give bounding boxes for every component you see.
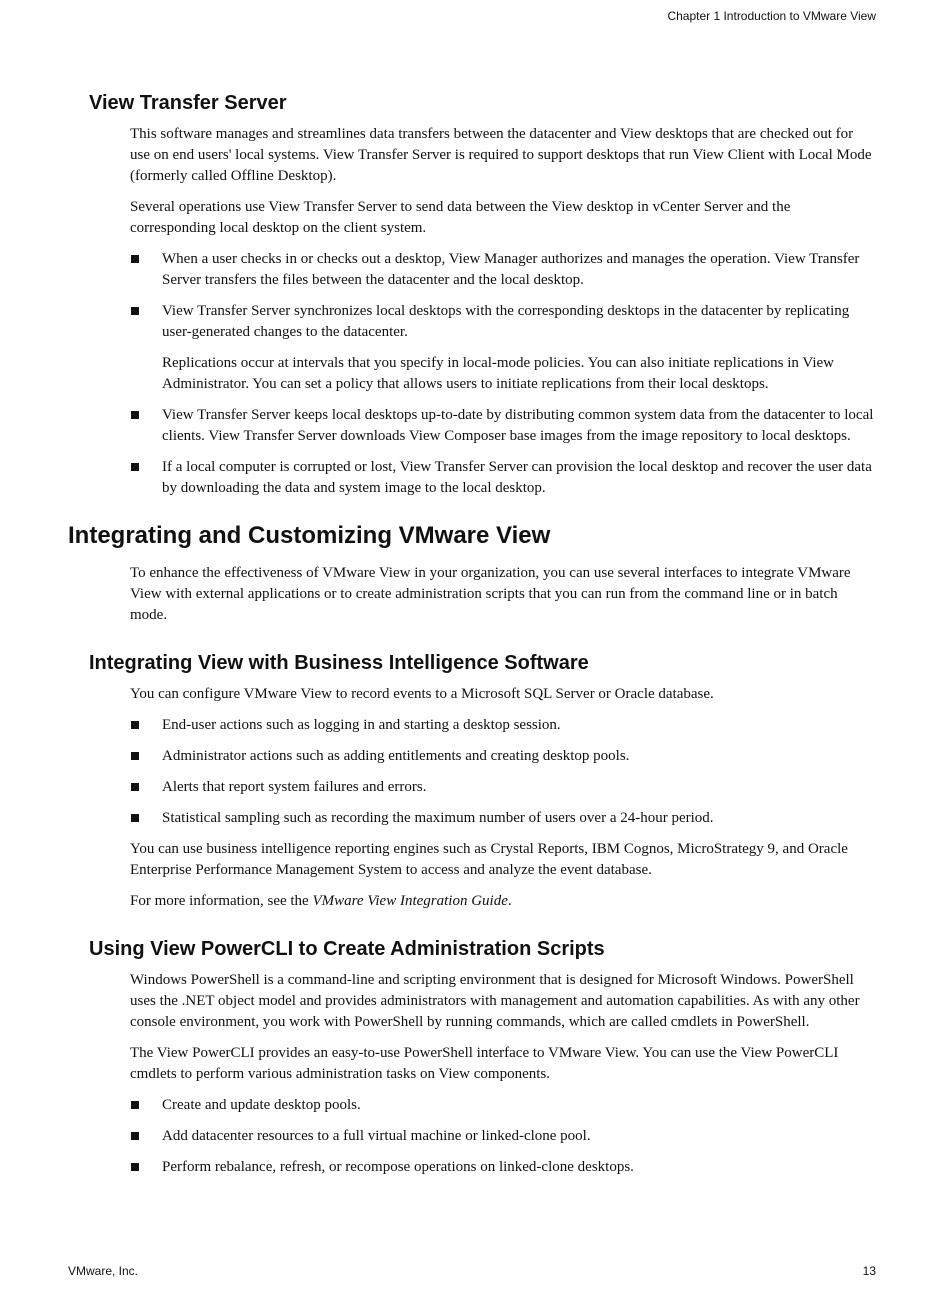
bullet-list	[0, 405, 950, 499]
bullet-list	[0, 1095, 950, 1178]
list-item-text: End-user actions such as logging in and starting a desktop session.	[162, 717, 561, 733]
page-number: 13	[862, 1264, 876, 1278]
list-item	[162, 1126, 876, 1147]
paragraph: Replications occur at intervals that you specify in local-mode policies. You can also initiate replications in View Administrator. You can set a policy that allows users to initiate replications from their local desktops.	[162, 355, 834, 392]
section-title-powercli: Using View PowerCLI to Create Administration Scripts	[89, 938, 605, 960]
paragraph: You can use business intelligence reporting engines such as Crystal Reports, IBM Cognos, MicroStrategy 9, and Oracle Enterprise Performance Management System to access and analyze the event database.	[130, 841, 848, 878]
bullet-icon	[131, 752, 139, 760]
list-item-text: Add datacenter resources to a full virtual machine or linked-clone pool.	[162, 1128, 591, 1144]
section-title-transfer-server: View Transfer Server	[89, 92, 287, 114]
list-item-text: When a user checks in or checks out a desktop, View Manager authorizes and manages the operation. View Transfer Server transfers the files between the datacenter and the local desktop.	[162, 251, 860, 288]
list-item	[162, 777, 876, 798]
list-item-text: Administrator actions such as adding entitlements and creating desktop pools.	[162, 748, 630, 764]
paragraph: Windows PowerShell is a command-line and scripting environment that is designed for Microsoft Windows. PowerShell uses the .NET object model and provides administrators with management and automation capabilities. As with any other console environment, you work with PowerShell by running commands, which are called cmdlets in PowerShell.	[130, 972, 860, 1030]
list-item	[162, 405, 876, 447]
bullet-list	[0, 715, 950, 829]
bullet-icon	[131, 1163, 139, 1171]
paragraph: The View PowerCLI provides an easy-to-use PowerShell interface to VMware View. You can use the View PowerCLI cmdlets to perform various administration tasks on View components.	[130, 1045, 839, 1082]
list-item-text: Perform rebalance, refresh, or recompose operations on linked-clone desktops.	[162, 1159, 634, 1175]
bullet-icon	[131, 255, 139, 263]
bullet-icon	[131, 721, 139, 729]
list-item	[162, 715, 876, 736]
list-item-text: Alerts that report system failures and errors.	[162, 779, 427, 795]
list-item-text: Statistical sampling such as recording the maximum number of users over a 24-hour period.	[162, 810, 714, 826]
section-title-business-intelligence: Integrating View with Business Intelligence Software	[89, 652, 589, 674]
list-item	[162, 1095, 876, 1116]
bullet-icon	[131, 463, 139, 471]
list-item-text: View Transfer Server synchronizes local desktops with the corresponding desktops in the datacenter by replicating user-generated changes to the datacenter.	[162, 303, 850, 340]
chapter-header: Chapter 1 Introduction to VMware View	[667, 9, 876, 23]
bullet-icon	[131, 783, 139, 791]
text: For more information, see the	[130, 893, 313, 909]
list-item	[162, 808, 876, 829]
page-content	[0, 90, 950, 1188]
list-item-text: If a local computer is corrupted or lost, View Transfer Server can provision the local desktop and recover the user data by downloading the data and system image to the local desktop.	[162, 459, 872, 496]
paragraph-more-info	[130, 891, 876, 912]
list-item-text: View Transfer Server keeps local desktops up-to-date by distributing common system data from the datacenter to local clients. View Transfer Server downloads View Composer base images from the image repository to local desktops.	[162, 407, 874, 444]
list-item	[162, 457, 876, 499]
list-item	[162, 746, 876, 767]
list-item	[162, 301, 876, 343]
paragraph: You can configure VMware View to record events to a Microsoft SQL Server or Oracle database.	[130, 686, 714, 702]
list-item-text: Create and update desktop pools.	[162, 1097, 361, 1113]
paragraph: This software manages and streamlines data transfers between the datacenter and View desktops that are checked out for use on end users' local systems. View Transfer Server is required to support desktops that run View Client with Local Mode (formerly called Offline Desktop).	[130, 126, 872, 184]
list-item	[162, 249, 876, 291]
bullet-icon	[131, 411, 139, 419]
bullet-icon	[131, 814, 139, 822]
footer-company: VMware, Inc.	[68, 1264, 139, 1278]
guide-reference: VMware View Integration Guide	[312, 893, 508, 909]
paragraph: Several operations use View Transfer Server to send data between the View desktop in vCenter Server and the corresponding local desktop on the client system.	[130, 199, 791, 236]
bullet-icon	[131, 1132, 139, 1140]
list-item	[162, 1157, 876, 1178]
bullet-list	[0, 249, 950, 343]
bullet-icon	[131, 1101, 139, 1109]
chapter-section-title-integrating: Integrating and Customizing VMware View	[68, 522, 551, 549]
paragraph: To enhance the effectiveness of VMware View in your organization, you can use several interfaces to integrate VMware View with external applications or to create administration scripts that you can run from the command line or in batch mode.	[130, 565, 851, 623]
bullet-icon	[131, 307, 139, 315]
text: .	[507, 893, 512, 909]
